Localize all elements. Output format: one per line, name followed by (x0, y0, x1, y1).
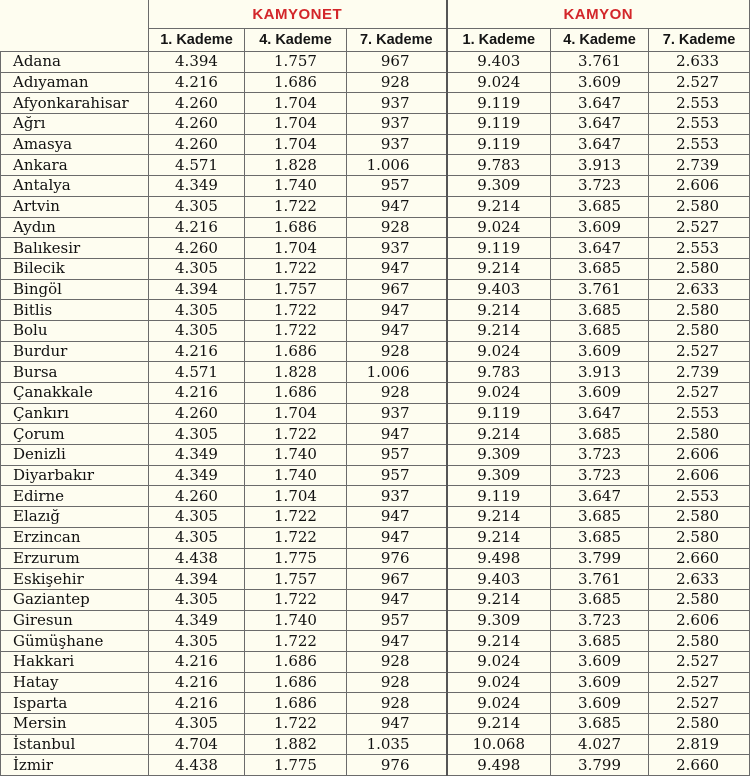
value-cell: 928 (347, 693, 447, 714)
value-cell: 976 (347, 548, 447, 569)
table-row (1, 755, 750, 776)
value-cell: 9.214 (447, 714, 551, 735)
value-cell: 9.403 (447, 52, 551, 73)
table-row (1, 176, 750, 197)
value-cell: 1.722 (245, 320, 347, 341)
table-row (1, 651, 750, 672)
value-cell: 1.740 (245, 176, 347, 197)
value-cell: 4.305 (149, 320, 245, 341)
city-cell: Gaziantep (1, 589, 149, 610)
value-cell: 2.527 (649, 693, 750, 714)
value-cell: 2.739 (649, 155, 750, 176)
value-cell: 1.722 (245, 258, 347, 279)
value-cell: 1.757 (245, 569, 347, 590)
value-cell: 3.685 (551, 424, 649, 445)
value-cell: 2.527 (649, 217, 750, 238)
value-cell: 9.783 (447, 362, 551, 383)
value-cell: 967 (347, 279, 447, 300)
value-cell: 1.775 (245, 548, 347, 569)
value-cell: 937 (347, 134, 447, 155)
value-cell: 2.580 (649, 527, 750, 548)
table-row (1, 548, 750, 569)
value-cell: 9.214 (447, 589, 551, 610)
value-cell: 9.024 (447, 693, 551, 714)
table-row (1, 72, 750, 93)
value-cell: 947 (347, 424, 447, 445)
value-cell: 4.260 (149, 134, 245, 155)
city-cell: Bingöl (1, 279, 149, 300)
value-cell: 9.498 (447, 755, 551, 776)
value-cell: 2.606 (649, 445, 750, 466)
value-cell: 1.882 (245, 734, 347, 755)
value-cell: 9.119 (447, 93, 551, 114)
value-cell: 4.305 (149, 507, 245, 528)
city-cell: Adana (1, 52, 149, 73)
value-cell: 2.553 (649, 403, 750, 424)
value-cell: 9.214 (447, 258, 551, 279)
value-cell: 9.309 (447, 445, 551, 466)
city-cell: İstanbul (1, 734, 149, 755)
value-cell: 3.685 (551, 196, 649, 217)
value-cell: 9.214 (447, 527, 551, 548)
value-cell: 4.216 (149, 341, 245, 362)
value-cell: 957 (347, 445, 447, 466)
city-cell: Gümüşhane (1, 631, 149, 652)
value-cell: 2.633 (649, 569, 750, 590)
value-cell: 3.685 (551, 527, 649, 548)
value-cell: 3.723 (551, 445, 649, 466)
value-cell: 3.723 (551, 465, 649, 486)
city-cell: Balıkesir (1, 238, 149, 259)
value-cell: 957 (347, 176, 447, 197)
value-cell: 4.349 (149, 465, 245, 486)
city-cell: Edirne (1, 486, 149, 507)
value-cell: 4.349 (149, 610, 245, 631)
table-row (1, 672, 750, 693)
value-cell: 1.686 (245, 651, 347, 672)
value-cell: 3.685 (551, 714, 649, 735)
value-cell: 4.216 (149, 72, 245, 93)
value-cell: 976 (347, 755, 447, 776)
value-cell: 1.740 (245, 465, 347, 486)
value-cell: 3.609 (551, 217, 649, 238)
value-cell: 967 (347, 52, 447, 73)
table-row (1, 114, 750, 135)
value-cell: 1.035 (347, 734, 447, 755)
table-row (1, 507, 750, 528)
city-cell: Giresun (1, 610, 149, 631)
value-cell: 9.214 (447, 320, 551, 341)
table-row (1, 693, 750, 714)
city-cell: Bursa (1, 362, 149, 383)
value-cell: 2.580 (649, 424, 750, 445)
column-header: 1. Kademe (447, 29, 551, 52)
city-cell: Diyarbakır (1, 465, 149, 486)
value-cell: 2.553 (649, 486, 750, 507)
value-cell: 9.119 (447, 486, 551, 507)
table-row (1, 734, 750, 755)
value-cell: 9.024 (447, 217, 551, 238)
value-cell: 3.609 (551, 72, 649, 93)
value-cell: 4.027 (551, 734, 649, 755)
value-cell: 3.799 (551, 755, 649, 776)
value-cell: 4.394 (149, 569, 245, 590)
value-cell: 1.686 (245, 72, 347, 93)
table-row (1, 134, 750, 155)
value-cell: 3.685 (551, 258, 649, 279)
value-cell: 9.498 (447, 548, 551, 569)
table-row (1, 403, 750, 424)
value-cell: 1.686 (245, 341, 347, 362)
value-cell: 1.757 (245, 279, 347, 300)
value-cell: 1.828 (245, 362, 347, 383)
value-cell: 947 (347, 507, 447, 528)
value-cell: 4.305 (149, 424, 245, 445)
column-header: 7. Kademe (347, 29, 447, 52)
column-header: 4. Kademe (551, 29, 649, 52)
value-cell: 947 (347, 589, 447, 610)
table-row (1, 714, 750, 735)
value-cell: 1.740 (245, 445, 347, 466)
value-cell: 4.216 (149, 383, 245, 404)
value-cell: 2.580 (649, 196, 750, 217)
value-cell: 2.553 (649, 93, 750, 114)
city-cell: Ağrı (1, 114, 149, 135)
value-cell: 2.527 (649, 383, 750, 404)
value-cell: 3.609 (551, 672, 649, 693)
value-cell: 1.757 (245, 52, 347, 73)
value-cell: 4.260 (149, 486, 245, 507)
value-cell: 2.553 (649, 114, 750, 135)
value-cell: 1.828 (245, 155, 347, 176)
column-header: 7. Kademe (649, 29, 750, 52)
value-cell: 4.216 (149, 217, 245, 238)
value-cell: 4.438 (149, 755, 245, 776)
city-cell: Denizli (1, 445, 149, 466)
value-cell: 2.527 (649, 651, 750, 672)
value-cell: 9.024 (447, 383, 551, 404)
table-row (1, 362, 750, 383)
city-cell: Artvin (1, 196, 149, 217)
value-cell: 9.214 (447, 507, 551, 528)
value-cell: 3.685 (551, 589, 649, 610)
value-cell: 9.119 (447, 403, 551, 424)
value-cell: 2.527 (649, 341, 750, 362)
value-cell: 3.761 (551, 569, 649, 590)
table-row (1, 93, 750, 114)
value-cell: 9.214 (447, 631, 551, 652)
value-cell: 9.309 (447, 465, 551, 486)
value-cell: 4.305 (149, 714, 245, 735)
table-body (1, 52, 750, 776)
city-cell: Bilecik (1, 258, 149, 279)
value-cell: 9.119 (447, 238, 551, 259)
value-cell: 9.309 (447, 176, 551, 197)
value-cell: 4.305 (149, 300, 245, 321)
value-cell: 4.571 (149, 155, 245, 176)
value-cell: 928 (347, 217, 447, 238)
table-row (1, 217, 750, 238)
city-cell: Hatay (1, 672, 149, 693)
table-row (1, 424, 750, 445)
table-row (1, 341, 750, 362)
table-row (1, 279, 750, 300)
city-cell: Bolu (1, 320, 149, 341)
value-cell: 2.660 (649, 755, 750, 776)
value-cell: 4.216 (149, 651, 245, 672)
table-row (1, 155, 750, 176)
table-row (1, 527, 750, 548)
value-cell: 2.739 (649, 362, 750, 383)
value-cell: 4.216 (149, 672, 245, 693)
value-cell: 9.024 (447, 672, 551, 693)
column-header: 1. Kademe (149, 29, 245, 52)
value-cell: 947 (347, 527, 447, 548)
value-cell: 9.024 (447, 341, 551, 362)
table-row (1, 52, 750, 73)
value-cell: 9.783 (447, 155, 551, 176)
value-cell: 4.438 (149, 548, 245, 569)
value-cell: 1.775 (245, 755, 347, 776)
value-cell: 2.580 (649, 300, 750, 321)
value-cell: 937 (347, 114, 447, 135)
value-cell: 3.647 (551, 93, 649, 114)
value-cell: 2.527 (649, 672, 750, 693)
value-cell: 2.580 (649, 258, 750, 279)
value-cell: 2.660 (649, 548, 750, 569)
city-cell: Ankara (1, 155, 149, 176)
table-row (1, 300, 750, 321)
value-cell: 2.819 (649, 734, 750, 755)
value-cell: 928 (347, 341, 447, 362)
value-cell: 9.024 (447, 72, 551, 93)
value-cell: 1.686 (245, 383, 347, 404)
value-cell: 2.580 (649, 507, 750, 528)
city-cell: Bitlis (1, 300, 149, 321)
value-cell: 3.913 (551, 362, 649, 383)
value-cell: 3.913 (551, 155, 649, 176)
column-header: 4. Kademe (245, 29, 347, 52)
value-cell: 1.722 (245, 507, 347, 528)
city-cell: İzmir (1, 755, 149, 776)
city-cell: Afyonkarahisar (1, 93, 149, 114)
value-cell: 1.722 (245, 714, 347, 735)
value-cell: 937 (347, 238, 447, 259)
value-cell: 928 (347, 383, 447, 404)
city-cell: Çankırı (1, 403, 149, 424)
value-cell: 1.686 (245, 693, 347, 714)
city-cell: Eskişehir (1, 569, 149, 590)
value-cell: 2.633 (649, 279, 750, 300)
value-cell: 2.580 (649, 714, 750, 735)
value-cell: 967 (347, 569, 447, 590)
value-cell: 4.704 (149, 734, 245, 755)
value-cell: 957 (347, 465, 447, 486)
value-cell: 2.633 (649, 52, 750, 73)
value-cell: 4.260 (149, 238, 245, 259)
value-cell: 2.553 (649, 134, 750, 155)
value-cell: 3.723 (551, 176, 649, 197)
value-cell: 928 (347, 72, 447, 93)
value-cell: 3.609 (551, 341, 649, 362)
city-cell: Antalya (1, 176, 149, 197)
value-cell: 957 (347, 610, 447, 631)
value-cell: 4.305 (149, 527, 245, 548)
value-cell: 1.704 (245, 486, 347, 507)
value-cell: 2.580 (649, 631, 750, 652)
city-cell: Hakkari (1, 651, 149, 672)
value-cell: 947 (347, 258, 447, 279)
city-cell: Çanakkale (1, 383, 149, 404)
city-cell: Çorum (1, 424, 149, 445)
value-cell: 10.068 (447, 734, 551, 755)
value-cell: 4.305 (149, 258, 245, 279)
value-cell: 2.580 (649, 320, 750, 341)
value-cell: 1.686 (245, 217, 347, 238)
city-cell: Adıyaman (1, 72, 149, 93)
value-cell: 4.571 (149, 362, 245, 383)
value-cell: 9.214 (447, 424, 551, 445)
value-cell: 3.647 (551, 238, 649, 259)
value-cell: 2.606 (649, 176, 750, 197)
table-row (1, 445, 750, 466)
value-cell: 1.006 (347, 155, 447, 176)
value-cell: 3.761 (551, 52, 649, 73)
value-cell: 9.403 (447, 279, 551, 300)
value-cell: 1.722 (245, 300, 347, 321)
value-cell: 937 (347, 93, 447, 114)
value-cell: 4.349 (149, 445, 245, 466)
value-cell: 947 (347, 320, 447, 341)
value-cell: 928 (347, 672, 447, 693)
value-cell: 9.214 (447, 300, 551, 321)
value-cell: 1.722 (245, 424, 347, 445)
value-cell: 9.403 (447, 569, 551, 590)
value-cell: 928 (347, 651, 447, 672)
value-cell: 3.761 (551, 279, 649, 300)
table-row (1, 631, 750, 652)
value-cell: 3.647 (551, 134, 649, 155)
value-cell: 3.799 (551, 548, 649, 569)
value-cell: 2.527 (649, 72, 750, 93)
value-cell: 3.685 (551, 300, 649, 321)
value-cell: 1.722 (245, 196, 347, 217)
value-cell: 4.394 (149, 52, 245, 73)
city-cell: Elazığ (1, 507, 149, 528)
value-cell: 3.647 (551, 486, 649, 507)
value-cell: 1.704 (245, 114, 347, 135)
table-row (1, 465, 750, 486)
value-cell: 2.606 (649, 465, 750, 486)
value-cell: 1.722 (245, 631, 347, 652)
city-cell: Aydın (1, 217, 149, 238)
value-cell: 4.305 (149, 589, 245, 610)
table-row (1, 238, 750, 259)
value-cell: 1.740 (245, 610, 347, 631)
value-cell: 4.260 (149, 114, 245, 135)
city-cell: Erzurum (1, 548, 149, 569)
value-cell: 3.685 (551, 507, 649, 528)
table-row (1, 610, 750, 631)
value-cell: 9.024 (447, 651, 551, 672)
value-cell: 3.609 (551, 693, 649, 714)
value-cell: 947 (347, 631, 447, 652)
value-cell: 1.704 (245, 403, 347, 424)
value-cell: 937 (347, 403, 447, 424)
value-cell: 4.260 (149, 403, 245, 424)
value-cell: 3.723 (551, 610, 649, 631)
value-cell: 4.216 (149, 693, 245, 714)
city-cell: Burdur (1, 341, 149, 362)
city-cell: Amasya (1, 134, 149, 155)
value-cell: 4.305 (149, 196, 245, 217)
value-cell: 9.309 (447, 610, 551, 631)
value-cell: 947 (347, 714, 447, 735)
table-row (1, 589, 750, 610)
value-cell: 3.647 (551, 114, 649, 135)
city-cell: Mersin (1, 714, 149, 735)
kamyonet-header: KAMYONET (149, 0, 447, 29)
value-cell: 1.722 (245, 527, 347, 548)
value-cell: 947 (347, 300, 447, 321)
value-cell: 1.686 (245, 672, 347, 693)
table-row (1, 258, 750, 279)
value-cell: 2.553 (649, 238, 750, 259)
corner-cell (1, 0, 149, 52)
value-cell: 4.305 (149, 631, 245, 652)
table-row (1, 196, 750, 217)
kamyon-header: KAMYON (447, 0, 750, 29)
value-cell: 9.119 (447, 134, 551, 155)
value-cell: 1.704 (245, 93, 347, 114)
value-cell: 1.006 (347, 362, 447, 383)
value-cell: 3.647 (551, 403, 649, 424)
value-cell: 3.685 (551, 320, 649, 341)
table-row (1, 383, 750, 404)
value-cell: 3.685 (551, 631, 649, 652)
table-row (1, 486, 750, 507)
table-row (1, 320, 750, 341)
value-cell: 4.394 (149, 279, 245, 300)
value-cell: 1.722 (245, 589, 347, 610)
city-cell: Isparta (1, 693, 149, 714)
value-cell: 9.214 (447, 196, 551, 217)
value-cell: 3.609 (551, 383, 649, 404)
value-cell: 1.704 (245, 238, 347, 259)
value-cell: 9.119 (447, 114, 551, 135)
group-header-row (1, 0, 750, 29)
value-cell: 4.349 (149, 176, 245, 197)
table-row (1, 569, 750, 590)
value-cell: 2.606 (649, 610, 750, 631)
city-cell: Erzincan (1, 527, 149, 548)
value-cell: 4.260 (149, 93, 245, 114)
value-cell: 2.580 (649, 589, 750, 610)
value-cell: 937 (347, 486, 447, 507)
value-cell: 947 (347, 196, 447, 217)
value-cell: 1.704 (245, 134, 347, 155)
value-cell: 3.609 (551, 651, 649, 672)
